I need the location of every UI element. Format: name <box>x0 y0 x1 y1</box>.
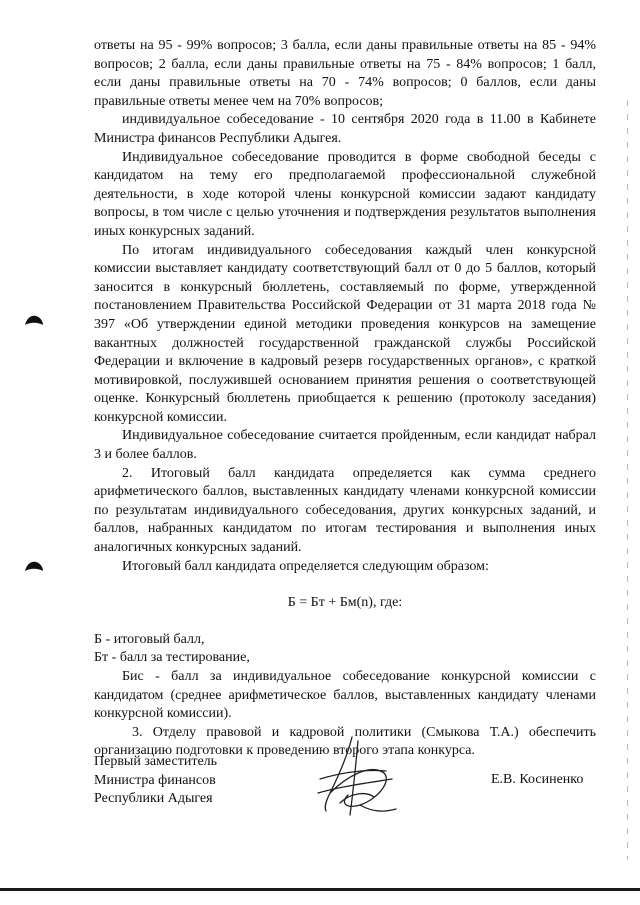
signatory-title-line: Республики Адыгея <box>94 791 213 807</box>
paragraph-interview-format: Индивидуальное собеседование проводится в форме свободной беседы с кандидатом на тему его предполагаемой профессиональной служебной деятельности, в ходе которой члены конкурсной комиссии задают кандидату вопросы, в том числе с целью уточнения и подтверждения результатов выполнения иных конкурсных заданий. <box>94 149 596 239</box>
definition-interview-score: Бис - балл за индивидуальное собеседование конкурсной комиссии с кандидатом (среднее арифметическое баллов, выставленных кандидату членами конкурсной комиссии). <box>94 669 596 722</box>
definition-total-score: Б - итоговый балл, <box>94 631 205 647</box>
paragraph-assignment: 3. Отделу правовой и кадровой политики (Смыкова Т.А.) обеспечить организацию подготовки к проведению второго этапа конкурса. <box>94 724 596 759</box>
signatory-title-line: Первый заместитель <box>94 754 218 769</box>
score-formula: Б = Бт + Бм(n), где: <box>287 595 403 611</box>
paragraph-final-score: 2. Итоговый балл кандидата определяется как сумма среднего арифметического баллов, выставленных кандидату членами конкурсной комиссии по результатам индивидуального собеседования, других конкурсных заданий, и баллов, набранных кандидатом по итогам тестирования и выполнения иных аналогичных конкурсных заданий. <box>94 465 596 556</box>
paragraph-final-score-intro: Итоговый балл кандидата определяется следующим образом: <box>122 558 489 574</box>
signatory-name: Е.В. Косиненко <box>491 772 584 787</box>
paragraph-interview-scoring: По итогам индивидуального собеседования каждый член конкурсной комиссии выставляет кандидату соответствующий балл от 0 до 5 баллов, который заносится в конкурсный бюллетень, составляемый по форме, утвержденной постановлением Правительства Российской Федерации от 31 марта 2018 года № 397 «Об утверждении единой методики проведения конкурсов на замещение вакантных должностей государственной гражданской службы Российской Федерации и включение в кадровый резерв государственных органов», с краткой мотивировкой, послужившей основанием принятия решения о соответствующей оценке. Конкурсный бюллетень приобщается к решению (протоколу заседания) конкурсной комиссии. <box>94 242 596 425</box>
paragraph-test-scoring: ответы на 95 - 99% вопросов; 3 балла, если даны правильные ответы на 85 - 94% вопросов; 2 балла, если даны правильные ответы на 75 - 84% вопросов; 1 балл, если даны правильные ответы на 70 - 74% вопросов; 0 баллов, если даны правильные ответы менее чем на 70% вопросов; <box>94 38 596 109</box>
document-body <box>94 37 596 761</box>
handwritten-signature <box>300 733 410 823</box>
punch-hole-mark <box>24 314 44 326</box>
spacer <box>94 613 596 631</box>
signatory-title <box>94 753 217 809</box>
paragraph-interview-pass: Индивидуальное собеседование считается пройденным, если кандидат набрал 3 и более баллов. <box>94 428 596 463</box>
paragraph-interview-date: индивидуальное собеседование - 10 сентября 2020 года в 11.00 в Кабинете Министра финансов Республики Адыгея. <box>94 112 596 146</box>
definition-test-score: Бт - балл за тестирование, <box>94 650 250 666</box>
punch-hole-mark <box>24 560 44 572</box>
scan-edge <box>627 100 628 860</box>
spacer <box>94 576 596 594</box>
scan-bottom-border <box>0 888 640 891</box>
signatory-title-line: Министра финансов <box>94 772 216 788</box>
